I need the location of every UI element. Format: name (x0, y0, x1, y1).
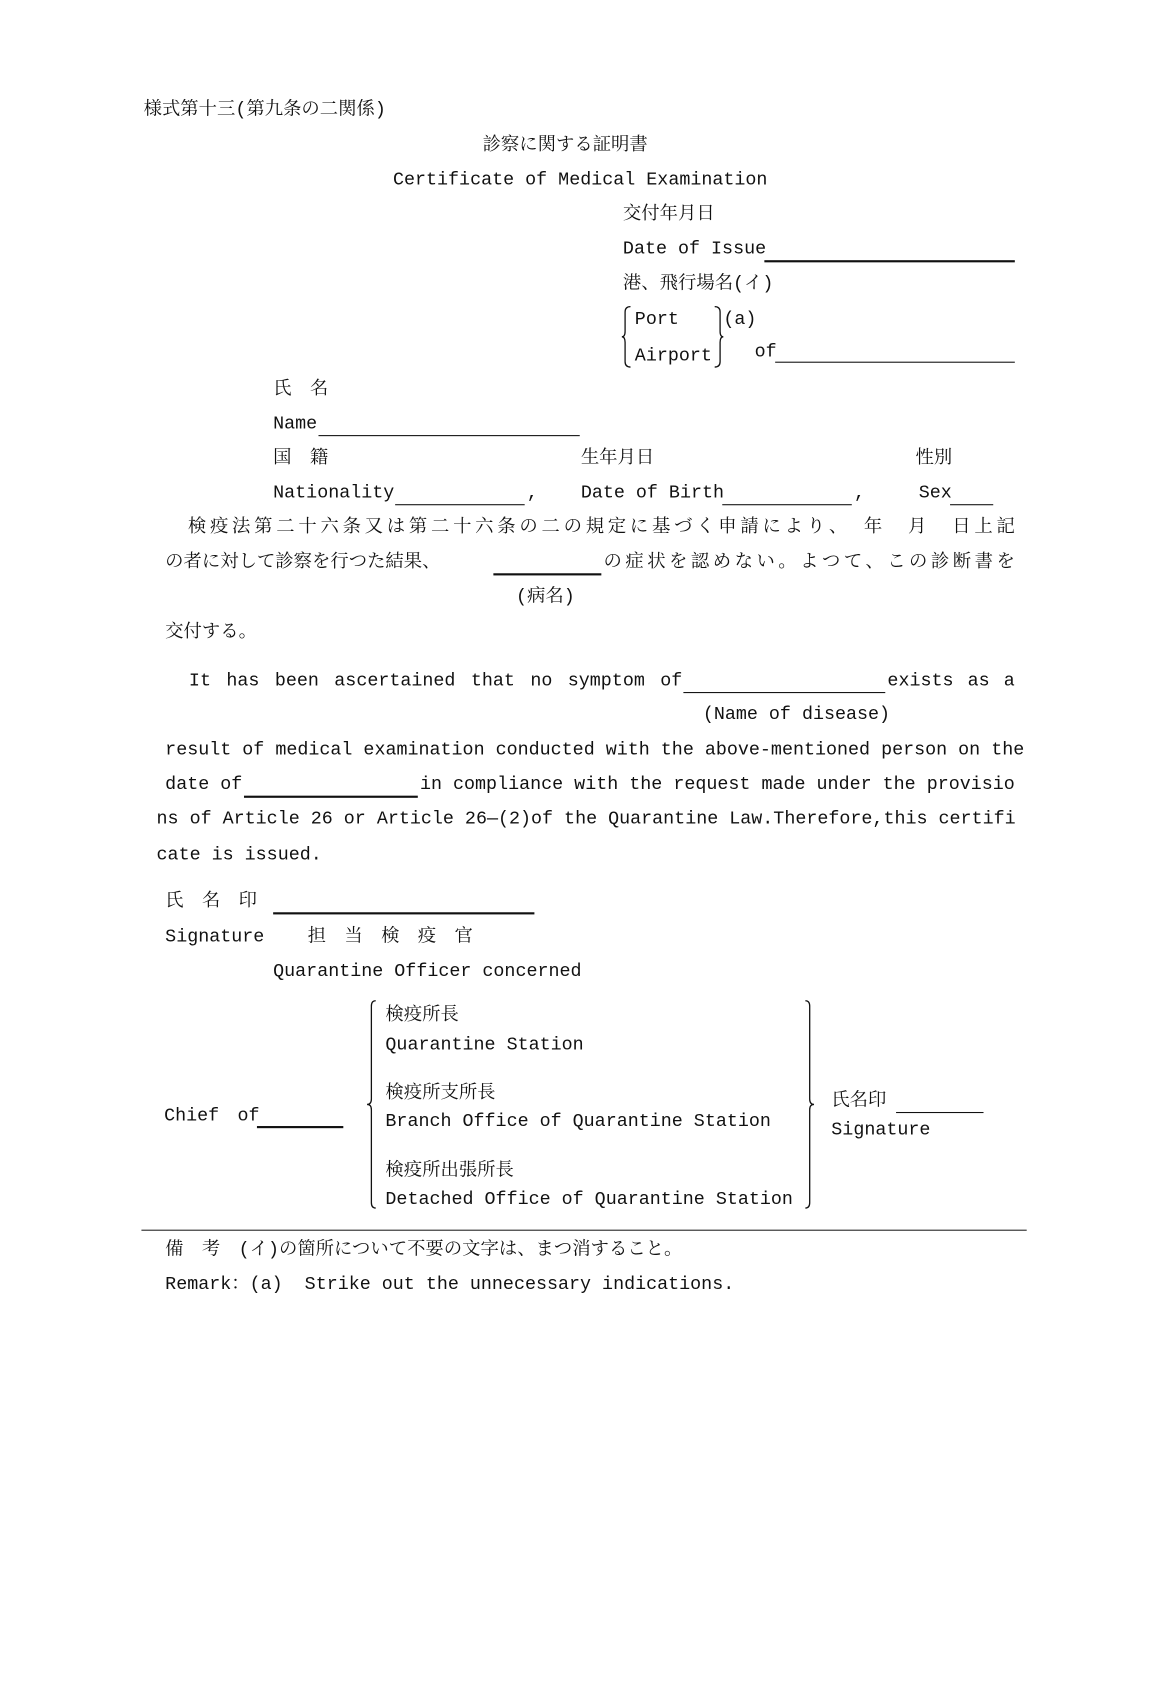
officer-signature-field[interactable] (273, 912, 534, 914)
left-brace-icon (367, 1000, 378, 1209)
officer-title-ja: 担 当 検 疫 官 (307, 927, 473, 948)
disease-name-field-en[interactable] (683, 692, 885, 693)
chief-option-en[interactable]: Quarantine Station (385, 1035, 584, 1056)
form-number: 様式第十三(第九条の二関係) (143, 100, 386, 121)
birth-label-en: Date of Birth (580, 483, 725, 505)
para-en-line5: cate is issued. (156, 845, 322, 866)
title-ja: 診察に関する証明書 (482, 136, 648, 157)
port-label-ja: 港、飛行場名(イ) (622, 274, 774, 295)
sex-label-en: Sex (918, 483, 952, 505)
para-en-line3a: date of (165, 775, 243, 796)
birth-label-ja: 生年月日 (580, 449, 655, 470)
officer-seal-label: 氏 名 印 (165, 891, 257, 913)
para-en-line3b: in compliance with the request made under the provisio (419, 775, 1015, 796)
port-name-field[interactable] (775, 362, 1015, 363)
chief-option-en[interactable]: Branch Office of Quarantine Station (385, 1111, 771, 1133)
chief-station-field[interactable] (257, 1126, 343, 1128)
name-label-ja: 氏 名 (273, 380, 329, 401)
nationality-field[interactable] (395, 504, 525, 505)
divider (141, 1230, 1026, 1231)
remark-ja: 備 考 (イ)の箇所について不要の文字は、まつ消すること。 (165, 1240, 683, 1261)
disease-label-ja: (病名) (516, 587, 575, 608)
nationality-label-ja: 国 籍 (273, 449, 329, 470)
right-brace-icon (804, 1000, 815, 1209)
issue-label-en: Date of Issue (622, 239, 767, 261)
chief-seal-label: 氏名印 (831, 1091, 887, 1112)
examination-date-field[interactable] (244, 796, 418, 798)
para-en-line1a: It has been ascertained that no symptom of (188, 671, 683, 693)
para-ja-line1: 検疫法第二十六条又は第二十六条の二の規定に基づく申請により、 年 月 日上記 (187, 518, 1015, 539)
name-field[interactable] (318, 435, 579, 436)
chief-option-ja[interactable]: 検疫所出張所長 (385, 1161, 514, 1183)
remark-en: Remark：(a) Strike out the unnecessary indications. (165, 1275, 735, 1296)
port-of-label: of (754, 342, 777, 363)
name-label-en: Name (273, 414, 318, 436)
comma: , (526, 483, 538, 505)
title-en: Certificate of Medical Examination (392, 170, 768, 192)
port-note: (a) (723, 309, 757, 331)
disease-label-en: (Name of disease) (702, 704, 891, 726)
left-brace-icon (622, 306, 633, 369)
chief-signature-field[interactable] (896, 1112, 983, 1113)
comma: , (853, 483, 865, 505)
chief-option-en[interactable]: Detached Office of Quarantine Station (385, 1189, 793, 1211)
nationality-label-en: Nationality (273, 483, 395, 505)
chief-option-ja[interactable]: 検疫所長 (385, 1006, 459, 1027)
birth-date-field[interactable] (722, 504, 852, 505)
issue-date-field[interactable] (764, 260, 1014, 262)
sex-label-ja: 性別 (915, 449, 953, 470)
para-en-line1b: exists as a (887, 671, 1015, 693)
para-ja-line3: 交付する。 (165, 622, 257, 644)
officer-title-en: Quarantine Officer concerned (273, 961, 582, 983)
officer-signature-label: Signature (165, 927, 265, 948)
port-option[interactable]: Port (634, 309, 679, 331)
issue-label-ja: 交付年月日 (622, 205, 715, 226)
para-ja-line2a: の者に対して診察を行つた結果、 (165, 552, 441, 574)
para-en-line2: result of medical examination conducted with the above-mentioned person on the (165, 740, 1025, 762)
chief-signature-label: Signature (831, 1120, 931, 1142)
chief-of-label: Chief of (164, 1106, 260, 1128)
para-en-line4: ns of Article 26 or Article 26—(2)of the Quarantine Law.Therefore,this certifi (156, 809, 1016, 831)
para-ja-line2b: の症状を認めない。よつて、この診断書を (603, 552, 1015, 574)
chief-option-ja[interactable]: 検疫所支所長 (385, 1083, 496, 1105)
sex-field[interactable] (950, 504, 993, 505)
airport-option[interactable]: Airport (634, 346, 712, 368)
disease-name-field-ja[interactable] (493, 573, 601, 575)
